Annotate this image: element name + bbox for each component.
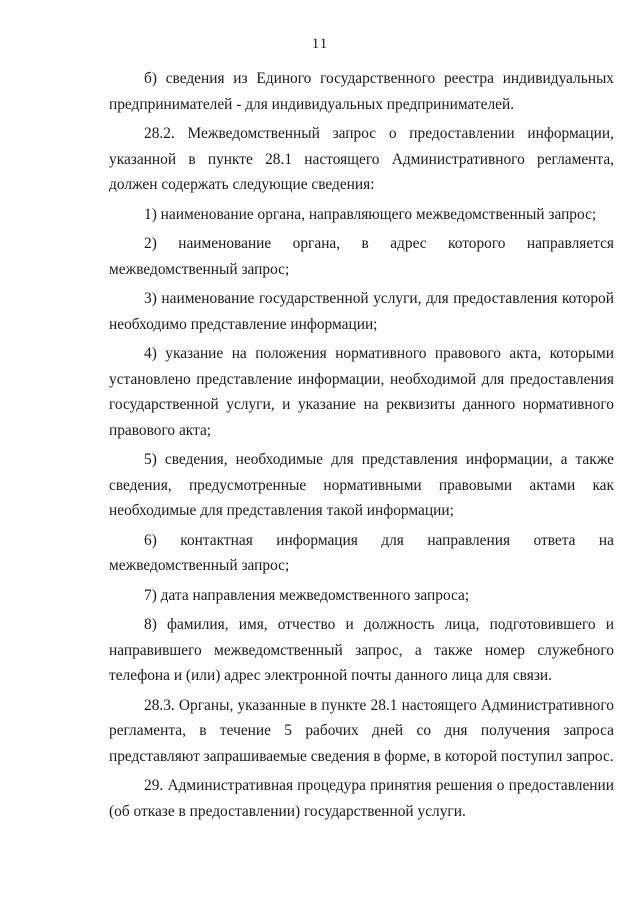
list-item-4: 4) указание на положения нормативного правового акта, которыми установлено представление информации, необходимой для предоставления государственной услуги, и указание на реквизиты данного нормативного правового акта; [109, 345, 614, 439]
paragraph-item-b: б) сведения из Единого государственного реестра индивидуальных предпринимателей - для индивидуальных предпринимателей. [109, 70, 614, 113]
paragraph-28-2: 28.2. Межведомственный запрос о предоставлении информации, указанной в пункте 28.1 настоящего Административного регламента, должен содержать следующие сведения: [109, 125, 614, 193]
document-body [109, 66, 614, 824]
list-item-3: 3) наименование государственной услуги, для предоставления которой необходимо представление информации; [109, 290, 614, 333]
paragraph-28-3: 28.3. Органы, указанные в пункте 28.1 настоящего Административного регламента, в течение 5 рабочих дней со дня получения запроса представляют запрашиваемые сведения в форме, в которой поступил запрос. [109, 696, 614, 765]
list-item-7: 7) дата направления межведомственного запроса; [144, 586, 470, 604]
paragraph-29: 29. Административная процедура принятия решения о предоставлении (об отказе в предоставлении) государственной услуги. [109, 777, 614, 820]
list-item-8: 8) фамилия, имя, отчество и должность лица, подготовившего и направившего межведомственный запрос, а также номер служебного телефона и (или) адрес электронной почты данного лица для связи. [109, 616, 614, 684]
list-item-6: 6) контактная информация для направления ответа на межведомственный запрос; [109, 531, 614, 574]
page-number: 11 [311, 36, 329, 52]
list-item-1: 1) наименование органа, направляющего межведомственный запрос; [144, 205, 597, 223]
list-item-2: 2) наименование органа, в адрес которого направляется межведомственный запрос; [109, 235, 614, 278]
list-item-5: 5) сведения, необходимые для представления информации, а также сведения, предусмотренные нормативными правовыми актами как необходимые для представления такой информации; [109, 451, 614, 519]
